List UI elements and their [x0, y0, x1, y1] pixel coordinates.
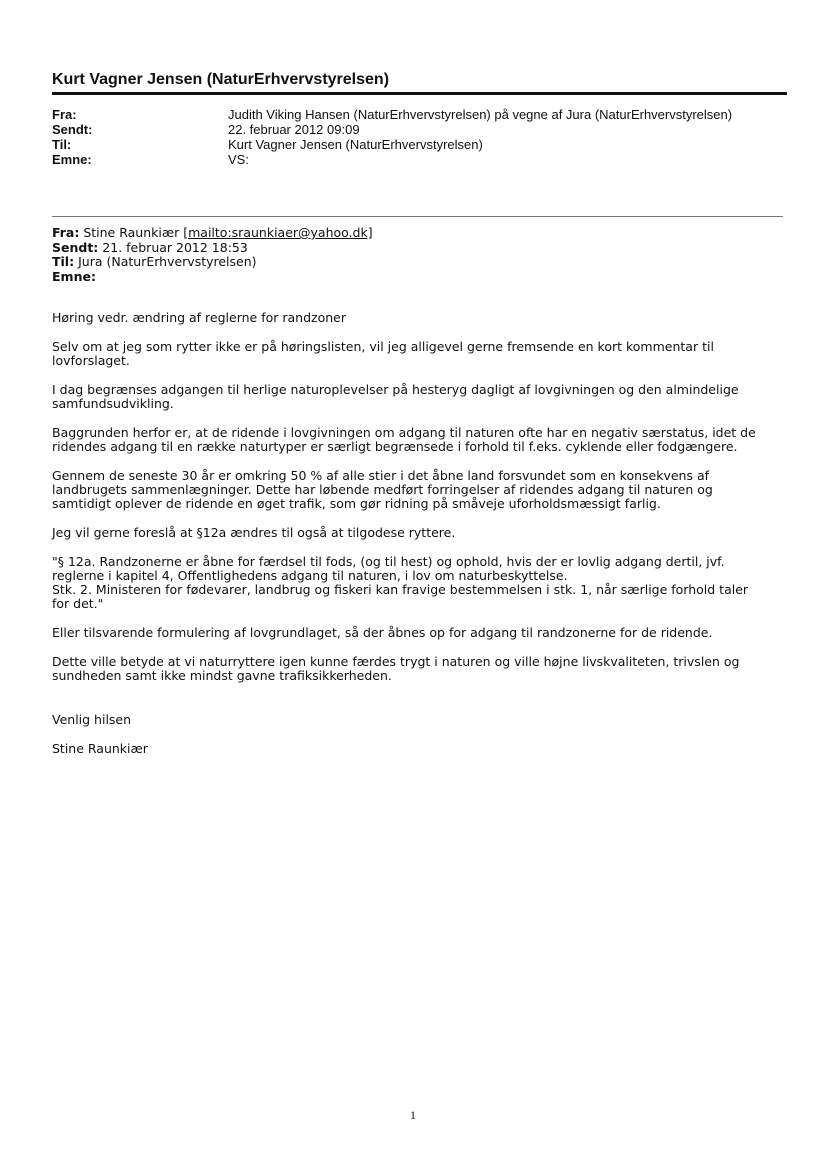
forwarded-from-line	[52, 226, 772, 241]
body-paragraph: Dette ville betyde at vi naturryttere igen kunne færdes trygt i naturen og ville højne livskvaliteten, trivslen og sundheden samt ikke mindst gavne trafiksikkerheden.	[52, 654, 740, 683]
page-number: 1	[410, 1108, 416, 1122]
header-row-subject	[52, 152, 792, 167]
message-header	[52, 107, 792, 167]
header-value: Kurt Vagner Jensen (NaturErhvervstyrelsen)	[228, 137, 483, 152]
body-paragraph: Baggrunden herfor er, at de ridende i lovgivningen om adgang til naturen ofte har en negativ særstatus, idet de ridendes adgang til en række naturtyper er særligt begrænsede i forhold til f.eks. cyklende eller fodgængere.	[52, 425, 756, 454]
sender-email-link[interactable]: [mailto:sraunkiaer@yahoo.dk]	[183, 225, 373, 240]
body-paragraph: Høring vedr. ændring af reglerne for randzoner	[52, 310, 346, 325]
header-value: Judith Viking Hansen (NaturErhvervstyrelsen) på vegne af Jura (NaturErhvervstyrelsen)	[228, 107, 733, 122]
quoted-law-proposal: "§ 12a. Randzonerne er åbne for færdsel til fods, (og til hest) og ophold, hvis der er lovlig adgang dertil, jvf. reglerne i kapitel 4, Offentlighedens adgang til naturen, i lov om naturbeskyttelse. Stk. 2. Ministeren for fødevarer, landbrug og fiskeri kan fravige bestemmelsen i stk. 1, når særlige forhold taler for det."	[52, 554, 749, 611]
body-paragraph: Jeg vil gerne foreslå at §12a ændres til også at tilgodese ryttere.	[52, 525, 456, 540]
header-label: Fra:	[52, 107, 77, 122]
closing-greeting: Venlig hilsen	[52, 712, 132, 727]
body-paragraph: Eller tilsvarende formulering af lovgrundlaget, så der åbnes op for adgang til randzonerne for de ridende.	[52, 625, 713, 640]
forwarded-subject-line	[52, 270, 772, 285]
signature-name: Stine Raunkiær	[52, 741, 148, 756]
forwarded-header	[52, 226, 772, 284]
body-paragraph: Gennem de seneste 30 år er omkring 50 % af alle stier i det åbne land forsvundet som en konsekvens af landbrugets sammenlægninger. Dette har løbende medført forringelser af ridendes adgang til naturen og samtidigt oplever de ridende en øget trafik, som gør ridning på småveje uforholdsmæssigt farlig.	[52, 468, 713, 511]
forwarded-sent-value: 21. februar 2012 18:53	[102, 239, 248, 255]
header-label: Sendt:	[52, 122, 93, 137]
forwarded-label: Sendt:	[52, 239, 99, 255]
message-body	[52, 311, 767, 771]
body-paragraph: I dag begrænses adgangen til herlige naturoplevelser på hesteryg dagligt af lovgivningen og den almindelige samfundsudvikling.	[52, 382, 739, 411]
header-label: Til:	[52, 137, 72, 152]
header-row-from	[52, 107, 792, 122]
forwarded-from-name: Stine Raunkiær	[83, 225, 180, 240]
header-value: VS:	[228, 152, 249, 167]
header-value: 22. februar 2012 09:09	[228, 122, 360, 137]
forwarded-label: Fra:	[52, 225, 80, 240]
header-row-to	[52, 137, 792, 152]
forwarded-sent-line	[52, 241, 772, 256]
mailbox-owner-title: Kurt Vagner Jensen (NaturErhvervstyrelsen)	[52, 71, 787, 95]
forwarded-label: Emne:	[52, 268, 96, 284]
body-paragraph: Selv om at jeg som rytter ikke er på høringslisten, vil jeg alligevel gerne fremsende en kort kommentar til lovforslaget.	[52, 339, 714, 368]
forwarded-to-line	[52, 255, 772, 270]
forwarded-label: Til:	[52, 254, 75, 269]
forwarded-to-value: Jura (NaturErhvervstyrelsen)	[78, 254, 257, 269]
header-row-sent	[52, 122, 792, 137]
header-label: Emne:	[52, 152, 92, 167]
forward-separator	[52, 216, 783, 217]
